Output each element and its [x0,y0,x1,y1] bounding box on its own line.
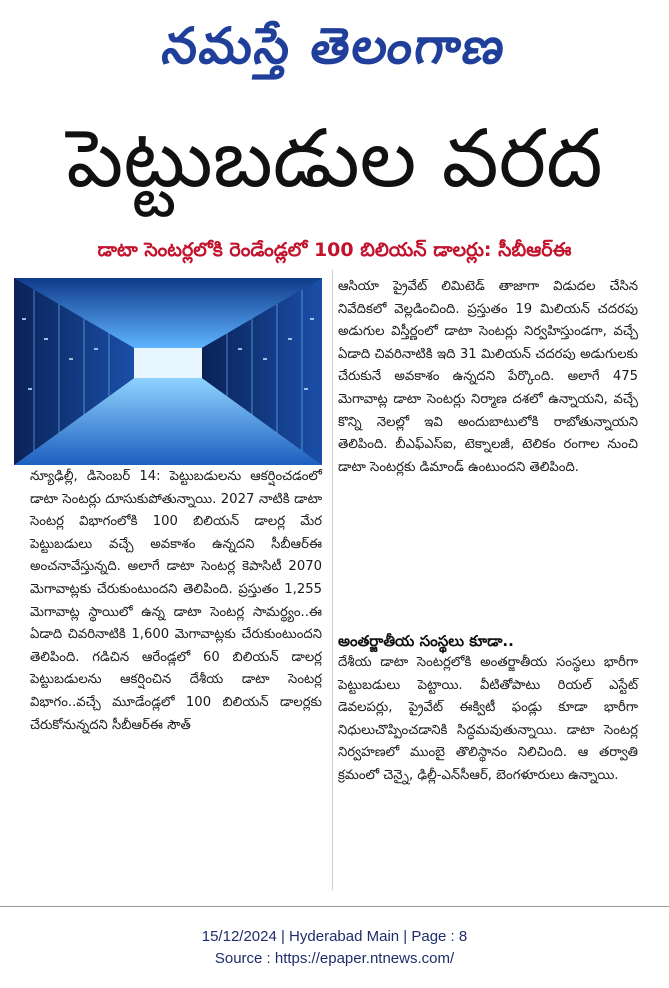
article-paragraph: దేశీయ డాటా సెంటర్లలోకి అంతర్జాతీయ సంస్థలు భారీగా పెట్టుబడులు పెట్టాయి. వీటితోపాటు రియల్‌ ఎస్టేట్‌ డెవలపర్లు, ప్రైవేట్‌ ఈక్విటీ ఫండ్లు కూడా భారీగా నిధులుచొప్పించడానికి సిద్ధమవుతున్నాయి. డాటా సెంటర్ల నిర్వహణలో ముంబై తొలిస్థానం నిలిచింది. ఆ తర్వాతి క్రమంలో చెన్నై, ఢిల్లీ-ఎన్‌సీఆర్‌, బెంగళూరులు ఉన్నాయి. [338,655,638,783]
article-subheadline: డాటా సెంటర్లలోకి రెండేండ్లలో 100 బిలియన్‌ డాలర్లు: సీబీఆర్‌ఈ [97,239,572,261]
column-divider [332,270,333,890]
article-paragraph: ఆసియా ప్రైవేట్‌ లిమిటెడ్‌ తాజాగా విడుదల చేసిన నివేదికలో వెల్లడించింది. ప్రస్తుతం 19 మిలియన్‌ చదరపు అడుగుల విస్తీర్ణంలో డాటా సెంటర్లు నిర్వహిస్తుండగా, వచ్చే ఏడాది చివరినాటికి ఇది 31 మిలియన్‌ చదరపు అడుగులకు చేరుకునే అవకాశం ఉన్నదని పేర్కొంది. అలాగే 475 మెగావాట్ల డాటా సెంటర్లు నిర్మాణ దశలో ఉన్నాయని, వచ్చే కొన్ని నెలల్లో ఇవి అందుబాటులోకి రాబోతున్నాయని తెలిపింది. బీఎఫ్‌ఎస్‌ఐ, టెక్నాలజీ, టెలికం రంగాల నుంచి డాటా సెంటర్లకు డిమాండ్‌ ఉంటుందని తెలిపింది. [338,279,638,475]
article-paragraph: న్యూఢిల్లీ, డిసెంబర్‌ 14: పెట్టుబడులను ఆకర్షించడంలో డాటా సెంటర్లు దూసుకుపోతున్నాయి. 2027 నాటికి డాటా సెంటర్ల విభాగంలోకి 100 బిలియన్‌ డాలర్ల మేర పెట్టుబడులు వచ్చే అవకాశం ఉన్నదని సీబీఆర్‌ఈ అంచనావేస్తున్నది. అలాగే డాటా సెంటర్ల కెపాసిటీ 2070 మెగావాట్లకు చేరుకుంటుందని తెలిపింది. ప్రస్తుతం 1,255 మెగావాట్ల స్థాయిలో ఉన్న డాటా సెంటర్ల సామర్థ్యం..ఈ ఏడాది చివరినాటికి 1,600 మెగావాట్లకు చేరుకుంటుందని తెలిపింది. గడిచిన ఆరేండ్లలో 60 బిలియన్‌ డాలర్ల పెట్టుబడులను ఆకర్షించిన దేశీయ డాటా సెంటర్ల విభాగం..వచ్చే మూడేండ్లలో 100 బిలియన్‌ డాలర్లకు చేరుకోనున్నదని సీబీఆర్‌ఈ సౌత్‌ [30,469,322,733]
article-left-column [30,466,322,737]
footer-edition-info: 15/12/2024 | Hyderabad Main | Page : 8 [201,928,468,945]
footer-rule [0,906,669,907]
newspaper-masthead: నమస్తే తెలంగాణ [158,17,511,75]
server-aisle-illustration [14,278,322,465]
section-heading: అంతర్జాతీయ సంస్థలు కూడా.. [338,632,514,650]
article-right-column [338,276,638,479]
data-center-photo [14,278,322,465]
article-right-column-bottom [338,652,638,788]
article-headline: పెట్టుబడుల వరద [66,112,603,205]
footer-source-link[interactable]: Source : https://epaper.ntnews.com/ [214,950,455,967]
